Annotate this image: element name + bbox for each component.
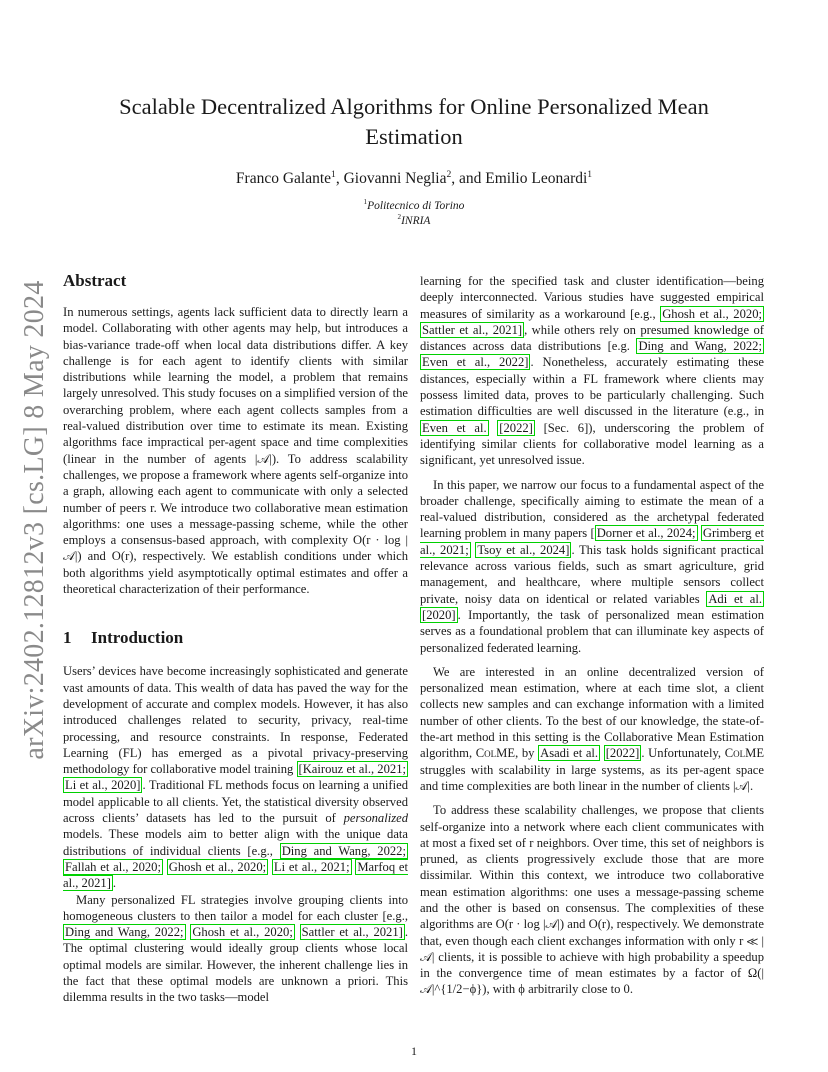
citation-link[interactable]: Ghosh et al., 2020; (192, 925, 293, 940)
citation-link[interactable]: Ghosh et al., 2020; (168, 859, 267, 874)
citation-link[interactable]: Ding and Wang, 2022; (281, 843, 406, 858)
citation-link[interactable]: Tsoy et al., 2024] (477, 542, 570, 557)
affiliation-line: $^1$Politecnico di Torino (363, 198, 465, 212)
intro-paragraph: Many personalized FL strategies involve grouping clients into homogeneous clusters to then tailor a model for each cluster [e.g., Ding and Wang, 2022; Ghosh et al., 2020; Sattler et al., 2021] . The optimal clustering would ideally group clients whose local optimal models are similar. However, the inherent challenge lies in the fact that these optimal models are unknown a priori. This dilemma results in the two tasks—model (63, 892, 408, 1005)
section-title: Introduction (91, 628, 184, 648)
paper-title: Scalable Decentralized Algorithms for Online Personalized Mean Estimation (119, 94, 709, 149)
body-paragraph: In this paper, we narrow our focus to a fundamental aspect of the broader challenge, specifically aiming to estimate the mean of a real-valued distribution, considered as the archetypal federated learning problem in many papers [ Dorner et al., 2024; Grimberg et al., 2021; Tsoy et al., 2024] . This task holds significant practical relevance across various fields, such as smart agriculture, grid management, and healthcare, where multiple sensors collect private, noisy data on identical or related variables Adi et al. [2020] . Importantly, the task of personalized mean estimation serves as a foundational problem that can illuminate key aspects of personalized federated learning. (420, 477, 765, 655)
affiliation-line: $^2$INRIA (397, 213, 431, 227)
citation-link[interactable]: Ding and Wang, 2022; (65, 925, 184, 940)
body-paragraph: We are interested in an online decentralized version of personalized mean estimation, where at each time slot, a client collects new samples and can exchange information with a limited number of other clients. To the best of our knowledge, the state-of-the-art method in this setting is the Collaborative Mean Estimation algorithm, ColME, by Asadi et al. [2022] . Unfortunately, ColME struggles with scalability in large systems, as its per-agent space and time complexities are both linear in the number of clients |𝒜|. (420, 664, 765, 793)
page-number: 1 (411, 1044, 417, 1058)
citation-link[interactable]: [2020] (422, 607, 456, 622)
arxiv-identifier-stamp (10, 280, 60, 760)
arxiv-id-text: arXiv:2402.12812v3 [cs.LG] 8 May 2024 (19, 280, 50, 760)
author-affiliation-mark: 2 (446, 168, 452, 180)
citation-link[interactable]: Adi et al. (708, 591, 762, 606)
citation-link[interactable]: Asadi et al. (540, 746, 599, 761)
citation-link[interactable]: Even et al. (422, 420, 487, 435)
right-column (420, 273, 764, 998)
author-affiliation-mark: 1 (331, 168, 336, 180)
abstract-heading: Abstract (63, 271, 127, 290)
author-separator: , (335, 170, 344, 187)
citation-link[interactable]: Dorner et al., 2024; (596, 526, 696, 541)
body-paragraph: learning for the specified task and cluster identification—being deeply interconnected. Various studies have suggested empirical measures of similarity as a workaround [e.g., Ghosh et al., 2020; Sattler et al., 2021] , while others rely on presumed knowledge of distances across data distributions [e.g. Ding and Wang, 2022; Even et al., 2022] . Nonetheless, accurately estimating these distances, especially within a FL framework where clients may possess limited data, proves to be particularly challenging. Such estimation difficulties are well discussed in the literature (e.g., in Even et al. [2022] [Sec. 6]), underscoring the problem of identifying similar clients for collaborative model learning as a significant, yet unresolved issue. (420, 274, 764, 468)
citation-link[interactable]: Ding and Wang, 2022; (638, 339, 762, 354)
citation-link[interactable]: Fallah et al., 2020; (65, 859, 161, 874)
citation-link[interactable]: Li et al., 2021; (273, 859, 350, 874)
author-affiliation-mark: 1 (587, 168, 593, 180)
citation-link[interactable]: [Kairouz et al., 2021; (298, 762, 406, 777)
affiliations (70, 199, 758, 229)
citation-link[interactable]: Li et al., 2020] (65, 778, 141, 793)
citation-link[interactable]: Ghosh et al., 2020; (662, 306, 762, 321)
section-heading-introduction (63, 627, 408, 649)
author-separator: , and (451, 170, 486, 187)
body-paragraph: To address these scalability challenges, we propose that clients self-organize into a network where each client communicates with at most a fixed set of r neighbors. Over time, this set of neighbors is pruned, as clients progressively exclude those that are more dissimilar. Within this context, we introduce two collaborative mean estimation algorithms: one uses a message-passing scheme and the other is based on consensus. The complexities of these algorithms are O(r · log |𝒜|) and O(r), respectively. We demonstrate that, even though each client exchanges information with only r ≪ |𝒜| clients, it is possible to achieve with high probability a speedup in the convergence time of mean estimates by a factor of Ω(|𝒜|^{1/2−ϕ}), with ϕ arbitrarily close to 0. (420, 803, 764, 997)
citation-link[interactable]: [2022] (499, 420, 533, 435)
citation-link[interactable]: Sattler et al., 2021] (301, 925, 403, 940)
citation-link[interactable]: Sattler et al., 2021] (422, 322, 523, 337)
author-name: Giovanni Neglia (343, 170, 447, 187)
left-column (63, 270, 408, 1006)
citation-link[interactable]: Grimberg et al., 2021; (420, 526, 764, 557)
citation-link[interactable]: [2022] (605, 746, 640, 761)
section-number: 1 (63, 628, 72, 648)
intro-paragraph: Users’ devices have become increasingly sophisticated and generate vast amounts of data. This wealth of data has paved the way for the development of accurate and complex models. However, it has also introduced challenges related to security, privacy, real-time processing, and resource constraints. In response, Federated Learning (FL) has emerged as a pivotal privacy-preserving methodology for collaborative model training [Kairouz et al., 2021; Li et al., 2020] . Traditional FL methods focus on learning a unified model applicable to all clients. Yet, the statistical diversity observed across clients’ datasets has led to the pursuit of personalized models. These models aim to better align with the unique data distributions of individual clients [e.g., Ding and Wang, 2022; Fallah et al., 2020; Ghosh et al., 2020; Li et al., 2021; Marfoq et al., 2021] . (63, 664, 408, 891)
citation-link[interactable]: Even et al., 2022] (422, 355, 529, 370)
author-name: Franco Galante (235, 170, 332, 187)
author-name: Emilio Leonardi (485, 170, 588, 187)
citation-link[interactable]: Marfoq et al., 2021] (63, 859, 408, 891)
author-line (70, 169, 758, 189)
abstract-text: In numerous settings, agents lack sufficient data to directly learn a model. Collaborating with other agents may help, but introduces a bias-variance trade-off when local data distributions differ. A key challenge is for each agent to identify clients with similar distributions while learning the model, a problem that remains largely unresolved. This study focuses on a simplified version of the overarching problem, where each agent collects samples from a real-valued distribution over time to estimate its mean. Existing algorithms face impractical per-agent space and time complexities (linear in the number of agents |𝒜|). To address scalability challenges, we propose a framework where agents self-organize into a graph, allowing each agent to communicate with only a selected number of peers r. We introduce two collaborative mean estimation algorithms: one uses a message-passing scheme, while the other employs a consensus-based approach, with complexity O(r · log |𝒜|) and O(r), respectively. We establish conditions under which both algorithms yield asymptotically optimal estimates and offer a theoretical characterization of their performance. (63, 305, 408, 597)
